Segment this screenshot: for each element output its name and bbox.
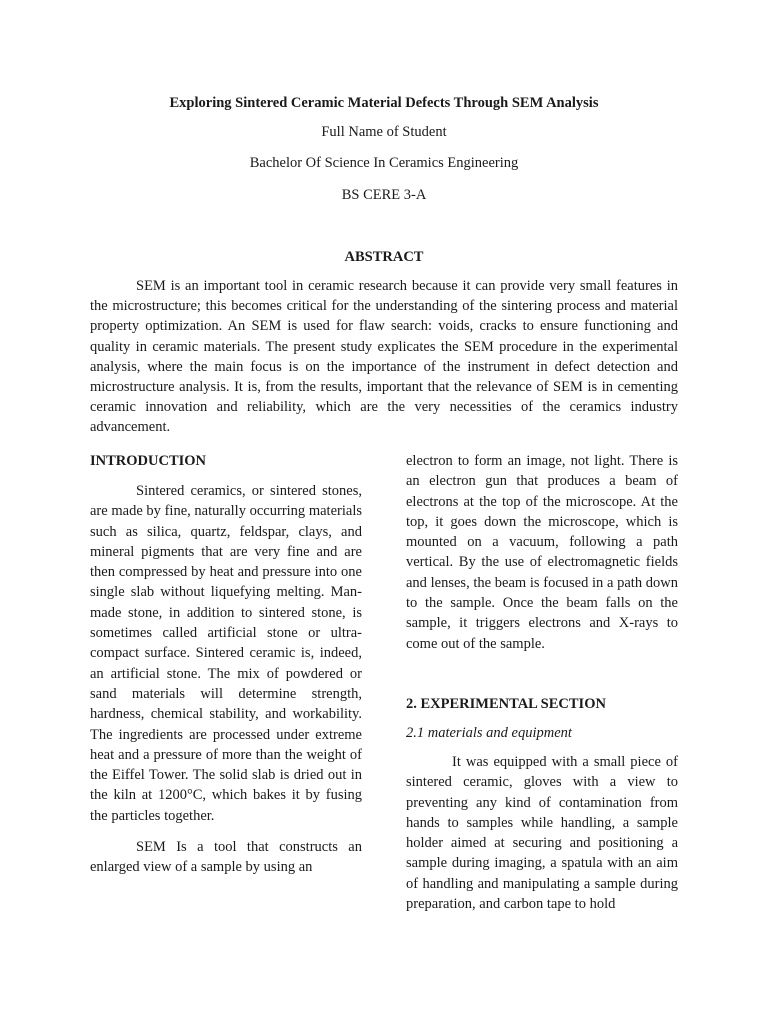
paper-title: Exploring Sintered Ceramic Material Defects Through SEM Analysis: [169, 95, 599, 111]
abstract-text: SEM is an important tool in ceramic research because it can provide very small features in the microstructure; this becomes critical for the understanding of the sintering process and material property optimization. An SEM is used for flaw search: voids, cracks to ensure functioning and quality in ceramic materials. The present study explicates the SEM procedure in the experimental analysis, where the main focus is on the importance of the instrument in defect detection and microstructure analysis. It is, from the results, important that the relevance of SEM is in cementing ceramic innovation and reliability, which are the very necessities of the ceramics industry advancement.: [90, 278, 678, 436]
author-name: Full Name of Student: [321, 124, 447, 140]
degree-program: Bachelor Of Science In Ceramics Engineering: [249, 155, 519, 171]
abstract-heading: ABSTRACT: [344, 249, 424, 265]
introduction-heading: INTRODUCTION: [90, 453, 207, 469]
introduction-paragraph-2-start: SEM Is a tool that constructs an enlarged view of a sample by using an: [90, 839, 362, 876]
materials-subheading: 2.1 materials and equipment: [406, 724, 572, 741]
right-column: [406, 451, 678, 914]
class-section: BS CERE 3-A: [341, 187, 427, 203]
materials-paragraph: It was equipped with a small piece of sintered ceramic, gloves with a view to preventing any kind of contamination from hands to samples while handling, a sample holder aimed at securing and positioning a sample during imaging, a spatula with an aim of handling and manipulating a sample during preparation, and carbon tape to hold: [406, 753, 678, 913]
experimental-heading: 2. EXPERIMENTAL SECTION: [406, 695, 606, 712]
left-column: [90, 451, 362, 878]
introduction-paragraph-1: Sintered ceramics, or sintered stones, are made by fine, naturally occurring materials such as silica, quartz, feldspar, clays, and mineral pigments that are very fine and are then compressed by heat and pressure into one single slab without liquefying melting. Man-made stone, in addition to sintered stone, is sometimes called artificial stone or ultra-compact surface. Sintered ceramic is, indeed, an artificial stone. The mix of powdered or sand materials will determine strength, hardness, chemical stability, and workability. The ingredients are processed under extreme heat and a pressure of more than the weight of the Eiffel Tower. The solid slab is dried out in the kiln at 1200°C, which bakes it by fusing the particles together.: [90, 483, 362, 824]
introduction-paragraph-2-continued: electron to form an image, not light. There is an electron gun that produces a beam of electrons at the top of the microscope. At the top, it goes down the microscope, which is mounted on a vacuum, following a path vertical. By the use of electromagnetic fields and lenses, the beam is focused in a path down to the sample. Once the beam falls on the sample, it triggers electrons and X-rays to come out of the sample.: [406, 453, 678, 652]
